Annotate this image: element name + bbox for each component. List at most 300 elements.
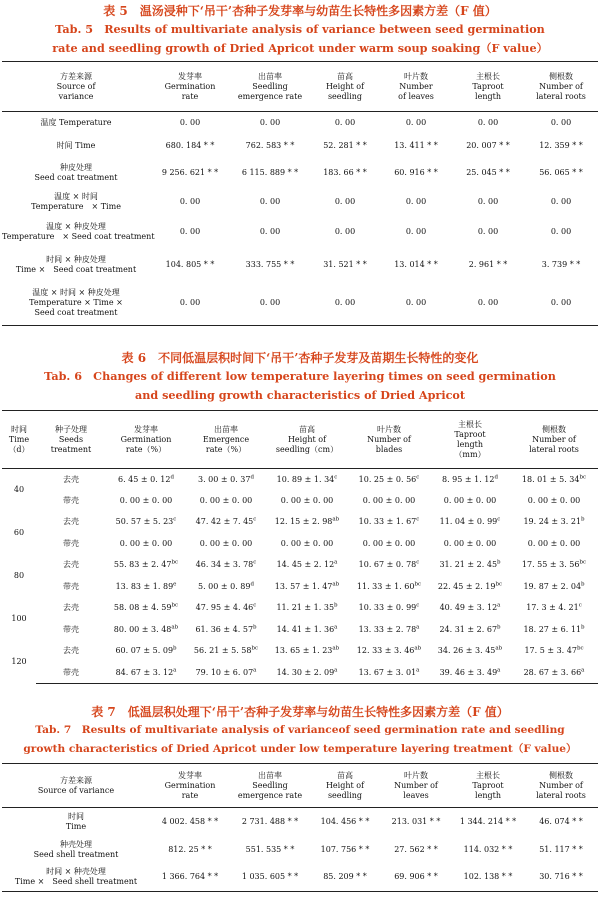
table5-row <box>2 188 598 216</box>
f-value-cell: 0. 00 <box>259 226 281 236</box>
f-value-cell: 333. 755 * * <box>245 259 295 269</box>
mean-value-cell <box>266 533 348 555</box>
mean-sd: 0. 00 ± 0. 00 <box>362 538 416 548</box>
table7-caption-en-2: growth characteristics of Dried Apricot under low temperature layering treatment（F value） <box>23 743 577 755</box>
mean-sd: 31. 21 ± 2. 45 <box>439 560 498 570</box>
table6-row <box>2 512 598 534</box>
f-value-cell: 0. 00 <box>550 226 572 236</box>
table5-header-cell: 方差来源 Source of variance <box>2 62 150 112</box>
treatment-cell: 去壳 <box>63 560 79 570</box>
table6-row <box>2 533 598 555</box>
mean-sd: 17. 55 ± 3. 56 <box>521 560 580 570</box>
table6-row <box>2 641 598 663</box>
mean-value-cell <box>348 490 430 512</box>
table6-header-cell: 时间 Time （d） <box>2 411 36 469</box>
table5-header-cell: 出苗率 Seedling emergence rate <box>230 62 310 112</box>
significance-letter: ab <box>332 645 340 652</box>
source-cell <box>2 134 150 158</box>
mean-sd: 40. 49 ± 3. 12 <box>439 603 498 613</box>
f-value-cell: 0. 00 <box>477 196 499 206</box>
table7-header-row <box>2 764 598 808</box>
mean-value-cell <box>266 490 348 512</box>
table6-header-cell: 种子处理 Seeds treatment <box>36 411 106 469</box>
source-line: 时间 <box>68 811 84 821</box>
f-value-cell: 27. 562 * * <box>394 844 438 854</box>
significance-letter: ab <box>332 581 340 588</box>
mean-value-cell <box>430 512 510 534</box>
table6-header-row <box>2 411 598 469</box>
source-line: Temperature × Time × <box>29 298 123 308</box>
significance-letter: c <box>253 602 257 609</box>
mean-value-cell <box>186 555 266 577</box>
significance-letter: c <box>416 473 420 480</box>
significance-letter: c <box>334 473 338 480</box>
mean-value-cell <box>186 469 266 491</box>
f-value-cell: 812. 25 * * <box>168 844 212 854</box>
mean-value-cell <box>106 641 186 663</box>
mean-sd: 0. 00 ± 0. 00 <box>443 495 497 505</box>
table6-caption-en-2: and seedling growth characteristics of Dried Apricot <box>134 388 466 402</box>
mean-value-cell <box>510 598 598 620</box>
treatment-cell: 去壳 <box>63 474 79 484</box>
mean-value-cell <box>266 512 348 534</box>
table5-caption-en-1: Tab. 5 Results of multivariate analysis of variance between seed germination <box>55 22 545 36</box>
significance-letter: a <box>497 602 501 609</box>
mean-sd: 22. 45 ± 2. 19 <box>437 581 496 591</box>
significance-letter: a <box>334 624 338 631</box>
table6-row <box>2 469 598 491</box>
table7-caption <box>0 704 600 759</box>
mean-value-cell <box>186 490 266 512</box>
treatment-cell: 带壳 <box>63 538 79 548</box>
source-line: Seed shell treatment <box>33 849 119 859</box>
source-line: 温度 × 时间 × 种皮处理 <box>32 288 120 298</box>
mean-value-cell <box>510 533 598 555</box>
mean-value-cell <box>348 641 430 663</box>
f-value-cell: 0. 00 <box>334 196 356 206</box>
table5-header-cell: 侧根数 Number of lateral roots <box>524 62 598 112</box>
f-value-cell: 183. 66 * * <box>323 167 367 177</box>
mean-sd: 61. 36 ± 4. 57 <box>195 624 254 634</box>
mean-sd: 12. 15 ± 2. 98 <box>274 517 333 527</box>
mean-sd: 0. 00 ± 0. 00 <box>527 538 581 548</box>
significance-letter: a <box>581 666 585 673</box>
f-value-cell: 102. 138 * * <box>452 864 524 892</box>
table6-header-cell: 主根长 Taproot length （mm） <box>430 411 510 469</box>
table5-header-cell: 苗高 Height of seedling <box>310 62 380 112</box>
table5 <box>2 61 598 326</box>
f-value-cell: 680. 184 * * <box>165 140 215 150</box>
table6-caption <box>0 350 600 405</box>
table5-row <box>2 112 598 134</box>
mean-value-cell <box>106 490 186 512</box>
mean-sd: 13. 83 ± 1. 89 <box>115 581 174 591</box>
f-value-cell: 6 115. 889 * * <box>241 167 299 177</box>
time-cell: 60 <box>13 528 25 537</box>
time-cell: 100 <box>11 614 27 623</box>
mean-value-cell <box>266 469 348 491</box>
source-line: 时间 × 种皮处理 <box>46 254 106 264</box>
mean-sd: 84. 67 ± 3. 12 <box>115 667 174 677</box>
f-value-cell: 104. 805 * * <box>165 259 215 269</box>
significance-letter: a <box>497 666 501 673</box>
f-value-cell: 0. 00 <box>150 282 230 326</box>
source-cell <box>2 216 155 248</box>
f-value-cell: 30. 716 * * <box>524 864 598 892</box>
table7-row <box>2 836 598 864</box>
mean-value-cell <box>106 576 186 598</box>
mean-sd: 13. 65 ± 1. 23 <box>274 646 333 656</box>
table6-row <box>2 662 598 684</box>
mean-value-cell <box>430 469 510 491</box>
significance-letter: c <box>497 516 501 523</box>
table7-row <box>2 808 598 836</box>
mean-value-cell <box>348 512 430 534</box>
mean-value-cell <box>510 512 598 534</box>
table5-header-row <box>2 62 598 112</box>
mean-value-cell <box>430 490 510 512</box>
mean-sd: 5. 00 ± 0. 89 <box>197 581 251 591</box>
f-value-cell: 12. 359 * * <box>539 140 583 150</box>
mean-sd: 79. 10 ± 6. 07 <box>195 667 254 677</box>
table6-header-cell: 侧根数 Number of lateral roots <box>510 411 598 469</box>
f-value-cell: 0. 00 <box>380 282 452 326</box>
significance-letter: c <box>416 602 420 609</box>
table6-header-cell: 苗高 Height of seedling（cm） <box>266 411 348 469</box>
source-cell <box>2 808 150 836</box>
mean-sd: 60. 07 ± 5. 09 <box>115 646 174 656</box>
source-line: Time × Seed coat treatment <box>15 264 137 274</box>
table5-header-cell: 叶片数 Number of leaves <box>380 62 452 112</box>
table7-row <box>2 864 598 892</box>
significance-letter: b <box>253 624 257 631</box>
significance-letter: bc <box>579 473 587 480</box>
source-cell <box>2 158 150 188</box>
mean-value-cell <box>266 598 348 620</box>
mean-sd: 47. 95 ± 4. 46 <box>195 603 254 613</box>
mean-sd: 0. 00 ± 0. 00 <box>119 538 173 548</box>
f-value-cell: 0. 00 <box>259 196 281 206</box>
table6-caption-cn: 表 6 不同低温层积时间下‘吊干’杏种子发芽及苗期生长特性的变化 <box>121 351 479 365</box>
significance-letter: c <box>253 516 257 523</box>
treatment-cell: 去壳 <box>63 517 79 527</box>
mean-sd: 10. 89 ± 1. 34 <box>276 474 335 484</box>
f-value-cell: 213. 031 * * <box>391 816 441 826</box>
mean-sd: 0. 00 ± 0. 00 <box>527 495 581 505</box>
f-value-cell: 0. 00 <box>477 226 499 236</box>
f-value-cell: 107. 756 * * <box>320 844 370 854</box>
mean-sd: 17. 3 ± 4. 21 <box>526 603 579 613</box>
mean-sd: 17. 5 ± 3. 47 <box>524 646 577 656</box>
source-line: 温度 Temperature <box>40 117 112 127</box>
mean-value-cell <box>348 598 430 620</box>
mean-sd: 8. 95 ± 1. 12 <box>441 474 495 484</box>
significance-letter: a <box>416 624 420 631</box>
table7-header-cell: 发芽率 Germination rate <box>150 764 230 808</box>
f-value-cell: 0. 00 <box>405 196 427 206</box>
f-value-cell: 52. 281 * * <box>323 140 367 150</box>
table6-row <box>2 598 598 620</box>
significance-letter: bc <box>576 645 584 652</box>
f-value-cell: 13. 014 * * <box>394 259 438 269</box>
f-value-cell: 0. 00 <box>334 117 356 127</box>
mean-sd: 0. 00 ± 0. 00 <box>362 495 416 505</box>
treatment-cell: 带壳 <box>36 662 106 684</box>
table5-row <box>2 158 598 188</box>
table5-row <box>2 282 598 326</box>
mean-sd: 12. 33 ± 3. 46 <box>356 646 415 656</box>
table6-row <box>2 490 598 512</box>
source-cell <box>2 112 150 134</box>
mean-value-cell <box>186 662 266 684</box>
f-value-cell: 551. 535 * * <box>245 844 295 854</box>
significance-letter: c <box>416 516 420 523</box>
significance-letter: bc <box>579 559 587 566</box>
mean-value-cell <box>430 576 510 598</box>
f-value-cell: 9 256. 621 * * <box>161 167 219 177</box>
mean-sd: 24. 31 ± 2. 67 <box>439 624 498 634</box>
mean-sd: 11. 33 ± 1. 60 <box>356 581 415 591</box>
f-value-cell: 0. 00 <box>550 117 572 127</box>
mean-value-cell <box>430 619 510 641</box>
table6-row <box>2 619 598 641</box>
source-line: 时间 Time <box>56 140 96 150</box>
table7-header-cell: 主根长 Taproot length <box>452 764 524 808</box>
source-cell <box>2 864 150 892</box>
mean-value-cell <box>186 641 266 663</box>
mean-sd: 0. 00 ± 0. 00 <box>199 495 253 505</box>
significance-letter: bc <box>495 581 503 588</box>
time-cell: 120 <box>11 657 27 666</box>
f-value-cell: 51. 117 * * <box>539 844 583 854</box>
significance-letter: bc <box>171 559 179 566</box>
f-value-cell: 2 731. 488 * * <box>241 816 299 826</box>
mean-value-cell <box>510 555 598 577</box>
treatment-cell: 带壳 <box>63 624 79 634</box>
f-value-cell: 1 035. 605 * * <box>230 864 310 892</box>
significance-letter: b <box>173 645 177 652</box>
mean-value-cell <box>106 533 186 555</box>
significance-letter: d <box>494 473 499 480</box>
treatment-cell: 去壳 <box>63 603 79 613</box>
table6-header-cell: 发芽率 Germination rate（%） <box>106 411 186 469</box>
mean-sd: 0. 00 ± 0. 00 <box>199 538 253 548</box>
mean-value-cell <box>266 555 348 577</box>
source-line: 种壳处理 <box>60 839 92 849</box>
mean-value-cell <box>510 662 598 684</box>
mean-value-cell <box>510 490 598 512</box>
mean-value-cell <box>266 641 348 663</box>
table7-header-cell: 苗高 Height of seedling <box>310 764 380 808</box>
table7-header-cell: 出苗率 Seedling emergence rate <box>230 764 310 808</box>
f-value-cell: 762. 583 * * <box>245 140 295 150</box>
table6-header-cell: 出苗率 Emergence rate（%） <box>186 411 266 469</box>
mean-value-cell <box>348 576 430 598</box>
mean-value-cell <box>106 662 186 684</box>
table5-row <box>2 248 598 282</box>
f-value-cell: 69. 906 * * <box>380 864 452 892</box>
f-value-cell: 0. 00 <box>334 226 356 236</box>
table7-header-cell: 侧根数 Number of lateral roots <box>524 764 598 808</box>
mean-value-cell <box>348 533 430 555</box>
table6-row <box>2 555 598 577</box>
mean-value-cell <box>106 619 186 641</box>
f-value-cell: 0. 00 <box>259 117 281 127</box>
table7-caption-en-1: Tab. 7 Results of multivariate analysis of varianceof seed germination rate and seedling <box>35 724 565 736</box>
mean-value-cell <box>106 555 186 577</box>
significance-letter: c <box>578 602 582 609</box>
f-value-cell: 46. 074 * * <box>539 816 583 826</box>
mean-sd: 14. 45 ± 2. 12 <box>276 560 335 570</box>
f-value-cell: 13. 411 * * <box>394 140 438 150</box>
mean-value-cell <box>430 555 510 577</box>
f-value-cell: 1 344. 214 * * <box>459 816 517 826</box>
mean-sd: 58. 08 ± 4. 59 <box>113 603 172 613</box>
significance-letter: b <box>581 624 585 631</box>
f-value-cell: 0. 00 <box>452 282 524 326</box>
f-value-cell: 31. 521 * * <box>323 259 367 269</box>
significance-letter: ab <box>414 645 422 652</box>
significance-letter: c <box>173 516 177 523</box>
mean-value-cell <box>348 555 430 577</box>
significance-letter: a <box>334 666 338 673</box>
treatment-cell: 带壳 <box>63 581 79 591</box>
mean-sd: 28. 67 ± 3. 66 <box>523 667 582 677</box>
significance-letter: c <box>253 559 257 566</box>
source-cell <box>2 836 150 864</box>
mean-value-cell <box>510 469 598 491</box>
mean-sd: 13. 57 ± 1. 47 <box>274 581 333 591</box>
mean-sd: 55. 83 ± 2. 47 <box>113 560 172 570</box>
significance-letter: b <box>497 624 501 631</box>
mean-value-cell <box>266 662 348 684</box>
mean-sd: 10. 33 ± 0. 99 <box>358 603 417 613</box>
f-value-cell: 0. 00 <box>524 282 598 326</box>
mean-sd: 13. 67 ± 3. 01 <box>358 667 417 677</box>
significance-letter: bc <box>171 602 179 609</box>
mean-value-cell <box>266 576 348 598</box>
significance-letter: b <box>497 559 501 566</box>
treatment-cell: 去壳 <box>63 646 79 656</box>
mean-value-cell <box>510 641 598 663</box>
f-value-cell: 2. 961 * * <box>468 259 508 269</box>
mean-sd: 0. 00 ± 0. 00 <box>280 495 334 505</box>
mean-sd: 56. 21 ± 5. 58 <box>193 646 252 656</box>
mean-value-cell <box>266 619 348 641</box>
mean-sd: 50. 57 ± 5. 23 <box>115 517 174 527</box>
source-line: Time × Seed shell treatment <box>14 877 138 887</box>
mean-sd: 19. 87 ± 2. 04 <box>523 581 582 591</box>
mean-value-cell <box>186 512 266 534</box>
mean-sd: 80. 00 ± 3. 48 <box>113 624 172 634</box>
table6-row <box>2 576 598 598</box>
f-value-cell: 0. 00 <box>405 117 427 127</box>
table5-header-cell: 主根长 Taproot length <box>452 62 524 112</box>
f-value-cell: 0. 00 <box>179 117 201 127</box>
source-cell <box>2 248 150 282</box>
f-value-cell: 56. 065 * * <box>539 167 583 177</box>
source-line: Temperature × Time <box>31 201 121 211</box>
mean-sd: 34. 26 ± 3. 45 <box>437 646 496 656</box>
mean-value-cell <box>348 619 430 641</box>
source-line: 温度 × 种皮处理 <box>46 221 106 231</box>
mean-value-cell <box>430 533 510 555</box>
source-line: Seed coat treatment <box>34 308 118 318</box>
f-value-cell: 0. 00 <box>477 117 499 127</box>
table5-caption-en-2: rate and seedling growth of Dried Apricot under warm soup soaking（F value） <box>52 41 548 55</box>
significance-letter: bc <box>251 645 259 652</box>
treatment-cell: 带壳 <box>63 495 79 505</box>
mean-value-cell <box>348 469 430 491</box>
mean-sd: 10. 67 ± 0. 78 <box>358 560 417 570</box>
f-value-cell: 0. 00 <box>230 282 310 326</box>
significance-letter: a <box>253 666 257 673</box>
significance-letter: b <box>581 516 585 523</box>
source-line: 时间 × 种壳处理 <box>46 867 106 877</box>
mean-value-cell <box>430 662 510 684</box>
f-value-cell: 104. 456 * * <box>320 816 370 826</box>
f-value-cell: 0. 00 <box>179 226 201 236</box>
f-value-cell: 25. 045 * * <box>466 167 510 177</box>
mean-value-cell <box>430 598 510 620</box>
mean-value-cell <box>186 619 266 641</box>
mean-sd: 0. 00 ± 0. 00 <box>443 538 497 548</box>
mean-sd: 14. 41 ± 1. 36 <box>276 624 335 634</box>
time-cell: 80 <box>13 571 25 580</box>
f-value-cell: 60. 916 * * <box>394 167 438 177</box>
mean-sd: 10. 25 ± 0. 56 <box>358 474 417 484</box>
f-value-cell: 0. 00 <box>405 226 427 236</box>
source-line: 种皮处理 <box>60 162 92 172</box>
f-value-cell: 0. 00 <box>310 282 380 326</box>
mean-sd: 39. 46 ± 3. 49 <box>439 667 498 677</box>
significance-letter: d <box>170 473 175 480</box>
significance-letter: d <box>250 581 255 588</box>
mean-value-cell <box>186 598 266 620</box>
source-line: Seed coat treatment <box>34 172 118 182</box>
significance-letter: b <box>334 602 338 609</box>
significance-letter: ab <box>332 516 340 523</box>
source-line: Temperature × Seed coat treatment <box>2 231 155 241</box>
f-value-cell: 4 002. 458 * * <box>161 816 219 826</box>
source-line: Time <box>65 821 87 831</box>
table6 <box>2 410 598 684</box>
source-cell <box>2 188 150 216</box>
table7-caption-cn: 表 7 低温层积处理下‘吊干’杏种子发芽率与幼苗生长特性多因素方差（F 值） <box>91 705 509 719</box>
mean-sd: 13. 33 ± 2. 78 <box>358 624 417 634</box>
mean-sd: 6. 45 ± 0. 12 <box>117 474 171 484</box>
mean-sd: 47. 42 ± 7. 45 <box>195 517 254 527</box>
mean-sd: 19. 24 ± 3. 21 <box>523 517 582 527</box>
significance-letter: d <box>250 473 255 480</box>
table6-caption-en-1: Tab. 6 Changes of different low temperature layering times on seed germination <box>44 369 556 383</box>
significance-letter: a <box>416 666 420 673</box>
mean-sd: 46. 34 ± 3. 78 <box>195 560 254 570</box>
source-cell <box>2 282 150 326</box>
f-value-cell: 0. 00 <box>179 196 201 206</box>
f-value-cell: 85. 209 * * <box>310 864 380 892</box>
significance-letter: e <box>173 581 177 588</box>
f-value-cell: 0. 00 <box>550 196 572 206</box>
mean-value-cell <box>186 533 266 555</box>
time-cell: 40 <box>13 485 25 495</box>
f-value-cell: 114. 032 * * <box>463 844 513 854</box>
mean-value-cell <box>510 576 598 598</box>
mean-sd: 0. 00 ± 0. 00 <box>119 495 173 505</box>
mean-sd: 11. 21 ± 1. 35 <box>276 603 335 613</box>
mean-sd: 14. 30 ± 2. 09 <box>276 667 335 677</box>
significance-letter: bc <box>414 581 422 588</box>
